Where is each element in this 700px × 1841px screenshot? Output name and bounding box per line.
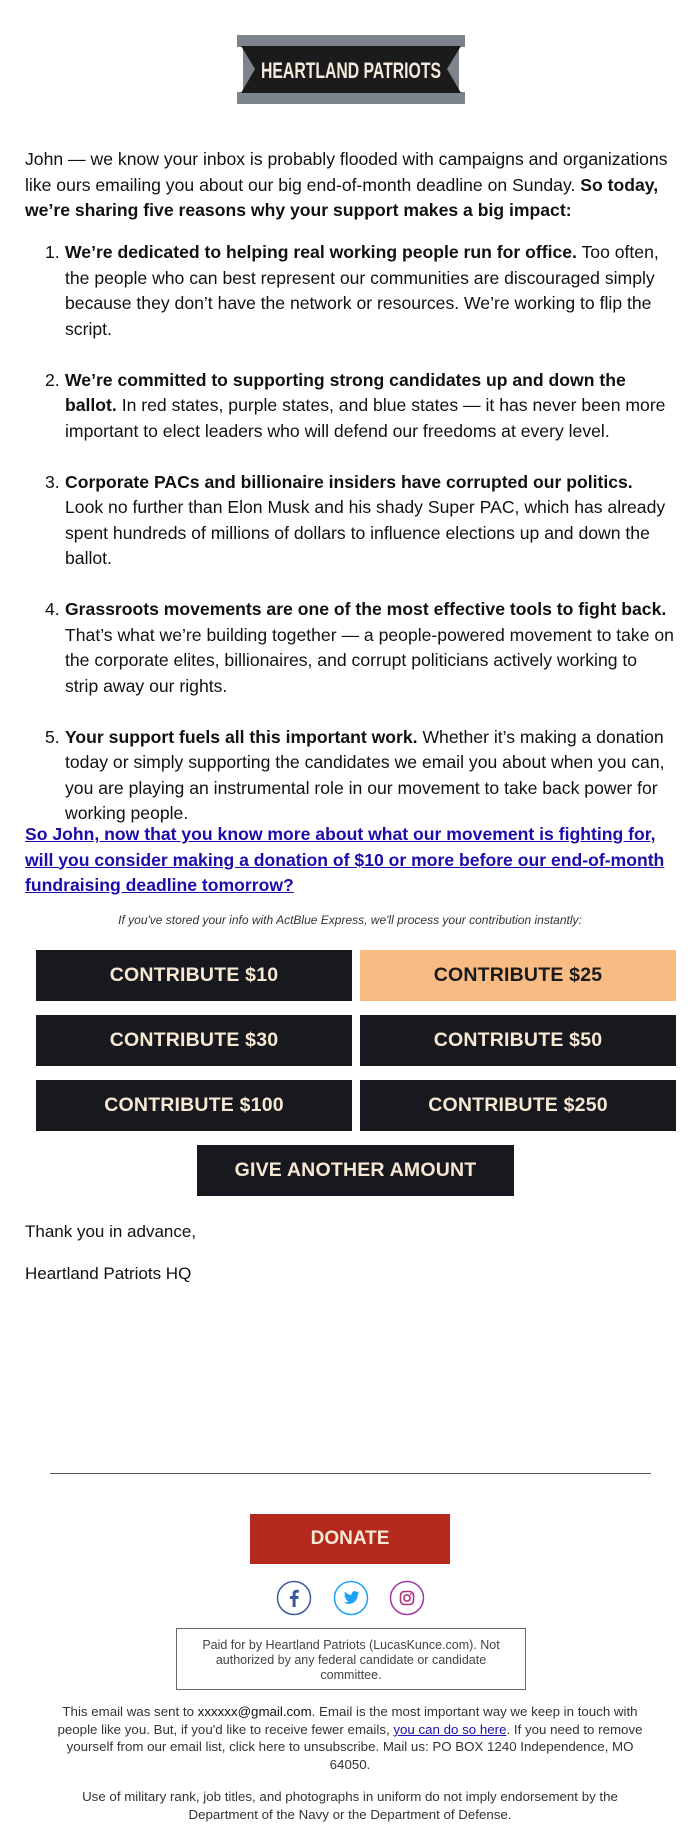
contribute-30-button[interactable]: CONTRIBUTE $30 (36, 1015, 352, 1066)
actblue-express-note: If you've stored your info with ActBlue Express, we'll process your contribution instantly: (118, 913, 582, 927)
reason-text: Whether it’s making a donation today or simply supporting the candidates we email you about when you can, you are playing an instrumental role in our movement to take back power for working people. (65, 726, 665, 823)
reason-number: 5. (45, 726, 60, 747)
footer-text-1: This email was sent to (62, 1704, 198, 1719)
footer-text (50, 1703, 650, 1773)
reason-text: Look no further than Elon Musk and his shady Super PAC, which has already spent hundreds of millions of dollars to influence elections up and down the ballot. (65, 497, 666, 568)
reason-number: 3. (45, 471, 60, 492)
signoff-signature: Heartland Patriots HQ (25, 1264, 192, 1283)
footer-divider (50, 1473, 651, 1474)
facebook-icon[interactable] (276, 1580, 312, 1616)
give-another-amount-button[interactable]: GIVE ANOTHER AMOUNT (197, 1145, 514, 1196)
fewer-emails-link[interactable]: you can do so here (393, 1721, 507, 1737)
reason-text: In red states, purple states, and blue states — it has never been more important to elect leaders who will defend our freedoms at every level. (65, 395, 666, 441)
contribute-100-button[interactable]: CONTRIBUTE $100 (36, 1080, 352, 1131)
heartland-patriots-logo (237, 35, 465, 104)
recipient-email: xxxxxx@gmail.com (197, 1704, 312, 1719)
reason-bold: Your support fuels all this important work. (65, 726, 418, 747)
contribute-25-button[interactable]: CONTRIBUTE $25 (360, 950, 676, 1001)
logo-text: HEARTLAND PATRIOTS (261, 58, 441, 83)
intro-text: John — we know your inbox is probably flooded with campaigns and organizations like ours emailing you about our big end-of-month deadline on Sunday. (25, 149, 668, 195)
reason-5 (25, 725, 675, 827)
reason-bold: We’re dedicated to helping real working people run for office. (65, 242, 577, 262)
reason-2 (25, 368, 675, 445)
reason-4 (25, 597, 675, 699)
reason-text: That’s what we’re building together — a people-powered movement to take on the corporate elites, billionaires, and corrupt politicians actively working to strip away our rights. (65, 624, 674, 696)
reason-1 (25, 240, 675, 342)
paid-for-disclaimer: Paid for by Heartland Patriots (LucasKunce.com). Not authorized by any federal candidate or candidate committee. (176, 1628, 526, 1690)
reason-bold: We’re committed to supporting strong candidates up and down the ballot. (65, 369, 626, 415)
footer-text-2: . Email is the most important way we keep in touch with people like you. But, if you'd like to receive fewer emails, (57, 1704, 638, 1737)
footer-text-3: . If you need to remove yourself from our email list, click here to unsubscribe. Mail us: PO BOX 1240 Independence, MO 64050. (66, 1721, 643, 1772)
reason-bold: Grassroots movements are one of the most effective tools to fight back. (65, 599, 667, 619)
reason-text: Too often, the people who can best represent our communities are discouraged simply because they don’t have the network or resources. We’re working to flip the script. (65, 242, 659, 339)
donation-ask-link[interactable]: So John, now that you know more about what our movement is fighting for, will you consider making a donation of $10 or more before our end-of-month fundraising deadline tomorrow? (25, 824, 665, 895)
reason-3 (25, 470, 675, 572)
contribute-250-button[interactable]: CONTRIBUTE $250 (360, 1080, 676, 1131)
intro-bold: So today, we’re sharing five reasons why your support makes a big impact: (25, 174, 659, 220)
reason-number: 4. (45, 599, 60, 619)
reason-number: 2. (45, 369, 60, 390)
instagram-icon[interactable] (389, 1580, 425, 1616)
reasons-list (25, 240, 675, 852)
contribute-50-button[interactable]: CONTRIBUTE $50 (360, 1015, 676, 1066)
contribute-10-button[interactable]: CONTRIBUTE $10 (36, 950, 352, 1001)
signoff-thanks: Thank you in advance, (25, 1222, 197, 1241)
twitter-icon[interactable] (333, 1580, 369, 1616)
reason-bold: Corporate PACs and billionaire insiders have corrupted our politics. (65, 471, 633, 492)
military-disclaimer: Use of military rank, job titles, and photographs in uniform do not imply endorsement by the Department of the Navy or the Department of Defense. (82, 1789, 618, 1822)
intro-paragraph (25, 147, 675, 224)
reason-number: 1. (45, 242, 60, 262)
donate-button[interactable]: DONATE (250, 1514, 450, 1564)
